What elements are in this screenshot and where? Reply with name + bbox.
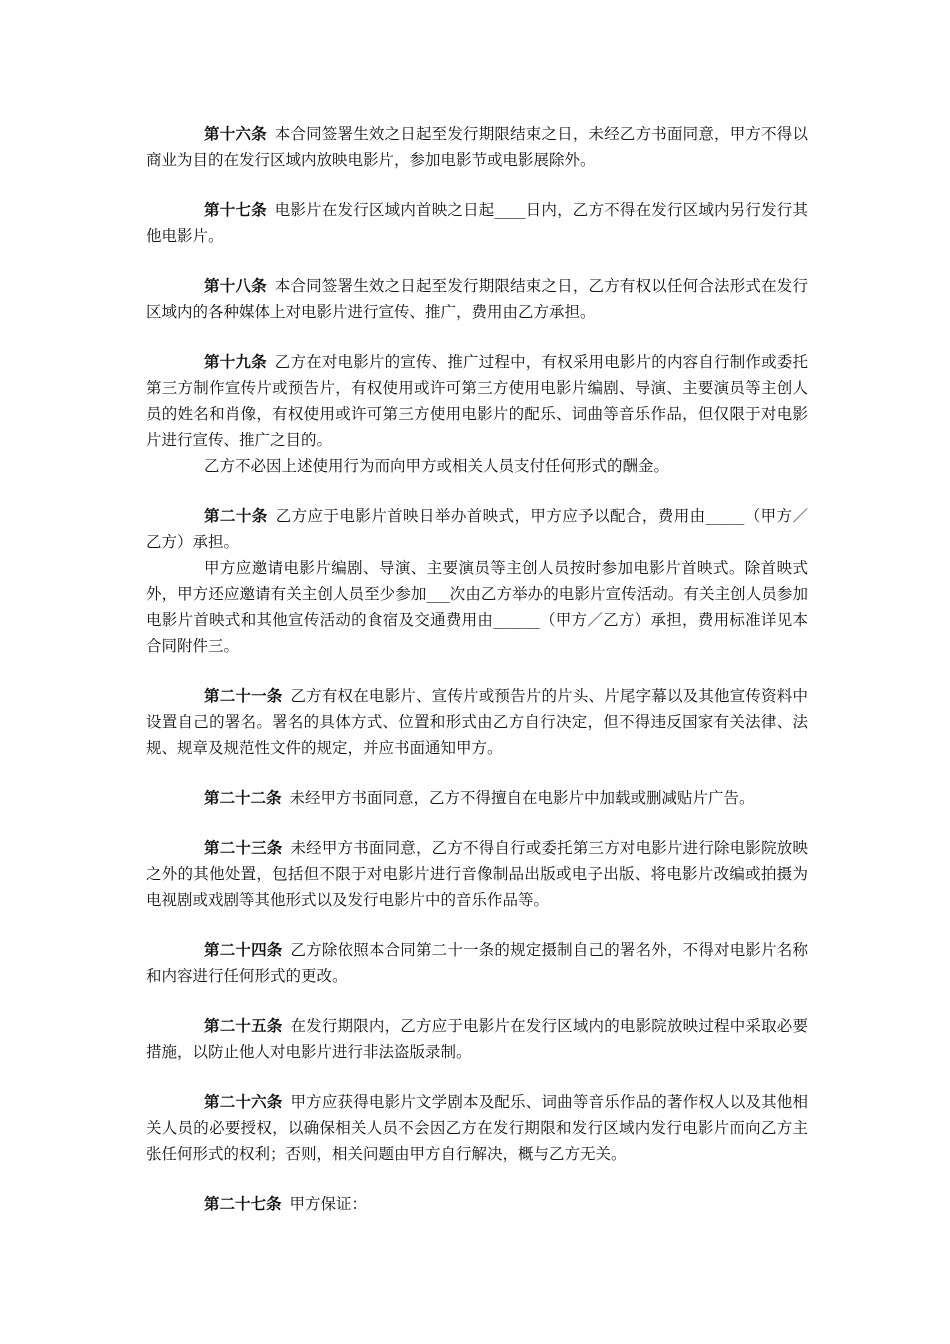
article-number: 第二十条 [204, 507, 268, 525]
article-number: 第十八条 [204, 277, 267, 295]
article-block [146, 349, 808, 479]
article-text: 未经甲方书面同意，乙方不得自行或委托第三方对电影片进行除电影院放映之外的其他处置，包括但不限于对电影片进行音像制品出版或电子出版、将电影片改编或拍摄为电视剧或戏剧等其他形式以及发行电影片中的音乐作品等。 [146, 839, 808, 909]
article-number: 第十六条 [204, 125, 267, 143]
article-block [146, 503, 808, 659]
article-paragraph [146, 1191, 808, 1217]
article-text: 未经甲方书面同意，乙方不得擅自在电影片中加载或删减贴片广告。 [289, 789, 755, 807]
article-paragraph [146, 453, 808, 479]
article-paragraph [146, 273, 808, 325]
article-block [146, 1191, 808, 1217]
article-text: 乙方应于电影片首映日举办首映式，甲方应予以配合，费用由_____（甲方／乙方）承担。 [146, 507, 808, 551]
article-number: 第十九条 [204, 353, 267, 371]
article-number: 第二十七条 [204, 1195, 282, 1213]
article-block [146, 937, 808, 989]
article-paragraph [146, 683, 808, 761]
article-text: 在发行期限内，乙方应于电影片在发行区域内的电影院放映过程中采取必要措施，以防止他人对电影片进行非法盗版录制。 [146, 1017, 808, 1061]
article-paragraph [146, 1013, 808, 1065]
article-text: 乙方不必因上述使用行为而向甲方或相关人员支付任何形式的酬金。 [204, 457, 670, 475]
article-number: 第二十一条 [204, 687, 283, 705]
article-block [146, 1089, 808, 1167]
article-number: 第二十五条 [204, 1017, 283, 1035]
article-block [146, 785, 808, 811]
article-block [146, 197, 808, 249]
article-paragraph [146, 555, 808, 659]
article-text: 乙方有权在电影片、宣传片或预告片的片头、片尾字幕以及其他宣传资料中设置自己的署名。署名的具体方式、位置和形式由乙方自行决定，但不得违反国家有关法律、法规、规章及规范性文件的规定，并应书面通知甲方。 [146, 687, 808, 757]
article-paragraph [146, 835, 808, 913]
article-block [146, 273, 808, 325]
article-text: 甲方保证： [289, 1195, 368, 1213]
article-text: 甲方应邀请电影片编剧、导演、主要演员等主创人员按时参加电影片首映式。除首映式外，甲方还应邀请有关主创人员至少参加___次由乙方举办的电影片宣传活动。有关主创人员参加电影片首映式和其他宣传活动的食宿及交通费用由______（甲方／乙方）承担，费用标准详见本合同附件三。 [146, 559, 808, 655]
article-number: 第二十六条 [204, 1093, 283, 1111]
article-block [146, 683, 808, 761]
article-text: 乙方除依照本合同第二十一条的规定摄制自己的署名外，不得对电影片名称和内容进行任何形式的更改。 [146, 941, 808, 985]
article-text: 本合同签署生效之日起至发行期限结束之日，乙方有权以任何合法形式在发行区域内的各种媒体上对电影片进行宣传、推广，费用由乙方承担。 [146, 277, 808, 321]
article-text: 电影片在发行区域内首映之日起____日内，乙方不得在发行区域内另行发行其他电影片。 [146, 201, 808, 245]
article-number: 第二十三条 [204, 839, 283, 857]
article-block [146, 835, 808, 913]
article-text: 乙方在对电影片的宣传、推广过程中，有权采用电影片的内容自行制作或委托第三方制作宣传片或预告片，有权使用或许可第三方使用电影片编剧、导演、主要演员等主创人员的姓名和肖像，有权使用或许可第三方使用电影片的配乐、词曲等音乐作品，但仅限于对电影片进行宣传、推广之目的。 [146, 353, 808, 449]
article-block [146, 121, 808, 173]
article-paragraph [146, 197, 808, 249]
article-paragraph [146, 1089, 808, 1167]
article-paragraph [146, 121, 808, 173]
article-number: 第十七条 [204, 201, 267, 219]
article-paragraph [146, 937, 808, 989]
article-paragraph [146, 349, 808, 453]
article-number: 第二十二条 [204, 789, 282, 807]
article-text: 本合同签署生效之日起至发行期限结束之日，未经乙方书面同意，甲方不得以商业为目的在发行区域内放映电影片，参加电影节或电影展除外。 [146, 125, 808, 169]
article-paragraph [146, 785, 808, 811]
contract-articles [146, 121, 808, 1217]
article-number: 第二十四条 [204, 941, 283, 959]
article-text: 甲方应获得电影片文学剧本及配乐、词曲等音乐作品的著作权人以及其他相关人员的必要授权，以确保相关人员不会因乙方在发行期限和发行区域内发行电影片而向乙方主张任何形式的权利；否则，相关问题由甲方自行解决，概与乙方无关。 [146, 1093, 808, 1163]
article-paragraph [146, 503, 808, 555]
article-block [146, 1013, 808, 1065]
